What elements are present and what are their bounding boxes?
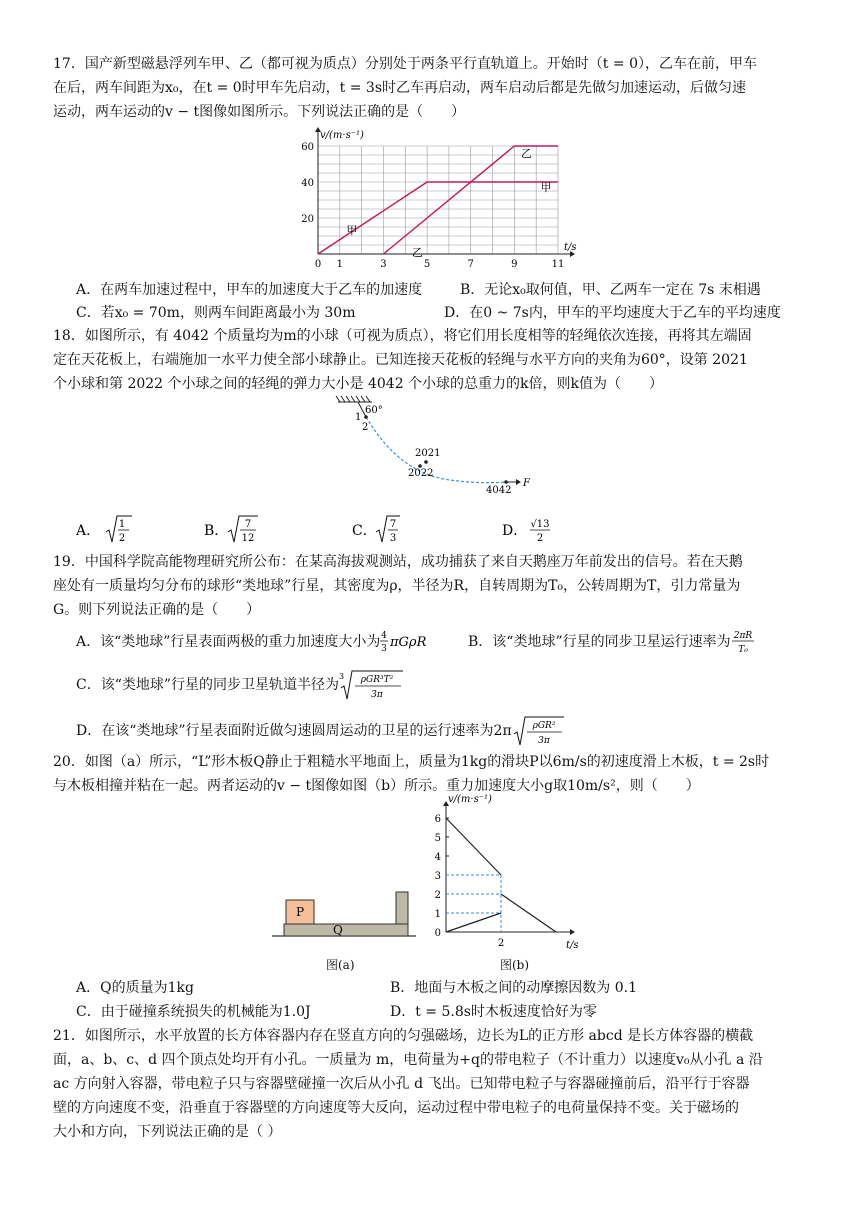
q21-stem-line-3: ac 方向射入容器，带电粒子只与容器壁碰撞一次后从小孔 d 飞出。已知带电粒子与容器碰撞前后，沿平行于容器 [53, 1076, 750, 1092]
y-tick-label: 2 [434, 890, 441, 901]
q17-stem-line-2: 在后，两车间距为x₀，在t = 0时甲车先启动，t = 3s时乙车再启动，两车启动后都是先做匀加速运动，后做匀速 [53, 80, 747, 96]
ceiling-hatch [336, 396, 372, 402]
ball-2021 [424, 460, 428, 464]
q19-stem-line-2: 座处有一质量均匀分布的球形“类地球”行星，其密度为ρ，半径为R，自转周期为T₀，公转周期为T，引力常量为 [53, 578, 741, 594]
q20-fig-b-caption: 图(b) [500, 958, 530, 972]
q19-d-num: ρGR² [532, 721, 556, 731]
q18-b-den: 12 [241, 533, 255, 544]
y-axis-label: v/(m·s⁻¹) [320, 130, 364, 141]
board-q-label: Q [333, 923, 343, 937]
x-tick-label: 9 [511, 259, 518, 270]
q19-stem-line-3: G。则下列说法正确的是（ ） [53, 602, 261, 618]
q18-b-num: 7 [244, 519, 252, 530]
q18-d-label: D． [502, 523, 528, 539]
series-line-2 [446, 913, 501, 932]
q18-c-den: 3 [389, 533, 397, 544]
q20-option-b[interactable]: B．地面与木板之间的动摩擦因数为 0.1 [390, 980, 638, 996]
q17-vt-chart [290, 124, 577, 274]
y-tick-label: 20 [301, 214, 314, 225]
ball-1-label: 1 [355, 412, 362, 423]
q19-c-text: C．该“类地球”行星的同步卫星轨道半径为 [76, 677, 340, 693]
q21-stem-line-1: 21．如图所示，水平放置的长方体容器内存在竖直方向的匀强磁场，边长为L的正方形 abcd 是长方体容器的横截 [53, 1028, 754, 1044]
q19-c-den: 3π [371, 690, 383, 700]
origin-label: 0 [434, 928, 441, 939]
q18-stem-line-1: 18．如图所示，有 4042 个质量均为m的小球（可视为质点），将它们用长度相等的轻绳依次连接，再将其左端固 [53, 328, 752, 344]
q18-a-label: A． [76, 523, 101, 539]
q18-stem-line-2: 定在天花板上，右端施加一水平力使全部小球静止。已知连接天花板的轻绳与水平方向的夹角为60°，设第 2021 [53, 352, 748, 368]
q18-option-c[interactable] [352, 514, 462, 546]
y-tick-label: 60 [301, 142, 314, 153]
block-p-label: P [296, 905, 305, 919]
y-tick-label: 3 [434, 871, 441, 882]
force-arrow-head [516, 479, 521, 485]
q21-stem-line-5: 大小和方向，下列说法正确的是（ ） [53, 1124, 282, 1140]
x-tick-label: 7 [467, 259, 474, 270]
y-axis-label: v/(m·s⁻¹) [448, 794, 492, 805]
q19-b-text: B．该“类地球”行星的同步卫星运行速率为 [468, 634, 731, 650]
q19-d-den: 3π [537, 736, 550, 746]
q19-stem-line-1: 19．中国科学院高能物理研究所公布：在某高海拔观测站，成功捕获了来自天鹅座万年前发出的信号。若在天鹅 [53, 554, 743, 570]
x-tick-label: 11 [551, 259, 565, 270]
q17-option-c[interactable]: C．若x₀ = 70m，则两车间距离最小为 30m [76, 305, 356, 321]
x-axis-arrow [570, 929, 575, 935]
ball-2021-label: 2021 [415, 448, 441, 459]
q17-option-b[interactable]: B．无论x₀取何值，甲、乙两车一定在 7s 末相遇 [460, 282, 761, 298]
q20-vt-chart [426, 794, 586, 951]
q20-option-a[interactable]: A．Q的质量为1kg [76, 980, 194, 996]
q20-option-c[interactable]: C．由于碰撞系统损失的机械能为1.0J [76, 1004, 311, 1020]
y-tick-label: 4 [434, 852, 441, 863]
q19-a-den: 3 [381, 644, 388, 654]
q19-a-text: A．该“类地球”行星表面两极的重力加速度大小为 [76, 634, 381, 650]
q19-c-root-index: 3 [339, 672, 345, 681]
x-axis-label: t/s [566, 940, 579, 951]
q20-option-d[interactable]: D．t = 5.8s时木板速度恰好为零 [390, 1004, 597, 1020]
board-q [284, 924, 408, 936]
q18-option-b[interactable] [204, 514, 314, 546]
q19-d-text: D．在该“类地球”行星表面附近做匀速圆周运动的卫星的运行速率为2π [76, 723, 512, 739]
q19-c-num: ρGR³T² [360, 675, 394, 685]
q21-stem-line-2: 面，a、b、c、d 四个顶点处均开有小孔。一质量为 m，电荷量为+q的带电粒子（不计重力）以速度v₀从小孔 a 沿 [53, 1052, 763, 1068]
x-tick-label: 0 [314, 259, 322, 270]
yi-end-label: 乙 [520, 146, 532, 160]
q17-option-a[interactable]: A．在两车加速过程中，甲车的加速度大于乙车的加速度 [76, 282, 423, 298]
yi-mid-label: 乙 [411, 245, 423, 259]
series-line-3 [501, 894, 556, 932]
x-tick-label: 5 [423, 259, 431, 270]
y-tick-label: 6 [434, 814, 441, 825]
q18-a-den: 2 [118, 533, 126, 544]
x-tick-label: 2 [497, 938, 505, 949]
ball-2-label: 2 [362, 422, 369, 433]
q18-d-num: √13 [530, 519, 550, 530]
q19-b-num: 2πR [733, 631, 752, 641]
q18-chain-figure [330, 394, 530, 500]
q19-a-num: 4 [381, 631, 388, 641]
ball-4042-label: 4042 [486, 485, 512, 496]
jia-mid-label: 甲 [346, 224, 358, 238]
q19-option-b[interactable] [468, 628, 761, 656]
series-line-1 [446, 818, 501, 875]
q17-stem-line-1: 17．国产新型磁悬浮列车甲、乙（都可视为质点）分别处于两条平行直轨道上。开始时（t = 0），乙车在前，甲车 [53, 56, 757, 72]
q20-fig-a-caption: 图(a) [326, 958, 355, 972]
q18-stem-line-3: 个小球和第 2022 个小球之间的轻绳的弹力大小是 4042 个小球的总重力的k倍，则k值为（ ） [53, 376, 664, 392]
q17-option-d[interactable]: D．在0 ~ 7s内，甲车的平均速度大于乙车的平均速度 [444, 305, 781, 321]
q19-option-c[interactable] [76, 668, 409, 702]
q19-b-den: T₀ [737, 645, 748, 655]
angle-label: 60° [365, 405, 383, 416]
y-tick-label: 40 [301, 178, 314, 189]
q19-option-a[interactable] [76, 628, 440, 656]
y-tick-label: 5 [434, 833, 441, 844]
q18-c-num: 7 [389, 519, 397, 530]
x-tick-label: 3 [380, 259, 387, 270]
q21-stem-line-4: 壁的方向速度不变，沿垂直于容器壁的方向速度等大反向，运动过程中带电粒子的电荷量保持不变。关于磁场的 [53, 1100, 739, 1116]
ball-2022-label: 2022 [408, 468, 434, 479]
q19-a-expr: πGρR [390, 635, 427, 650]
q20-stem-line-2: 与木板相撞并粘在一起。两者运动的v − t图像如图（b）所示。重力加速度大小g取10m/s²，则（ ） [53, 778, 700, 794]
q18-option-d[interactable] [502, 514, 612, 546]
board-wall [396, 892, 408, 924]
q20-figure-a [270, 884, 420, 944]
x-tick-label: 1 [336, 259, 344, 270]
y-tick-label: 1 [434, 909, 441, 920]
q18-a-num: 1 [118, 519, 126, 530]
sqrt-icon [376, 516, 400, 542]
q18-c-label: C． [352, 523, 377, 539]
q17-stem-line-3: 运动，两车运动的v − t图像如图所示。下列说法正确的是（ ） [53, 104, 466, 120]
q18-d-den: 2 [536, 533, 544, 544]
q19-option-d[interactable] [76, 714, 568, 748]
x-axis-label: t/s [564, 242, 577, 253]
force-label: F [523, 478, 530, 489]
q18-b-label: B． [204, 523, 229, 539]
q18-option-a[interactable] [76, 514, 186, 546]
q20-stem-line-1: 20．如图（a）所示，“L”形木板Q静止于粗糙水平地面上，质量为1kg的滑块P以6m/s的初速度滑上木板，t = 2s时 [53, 754, 770, 770]
jia-end-label: 甲 [540, 181, 552, 194]
